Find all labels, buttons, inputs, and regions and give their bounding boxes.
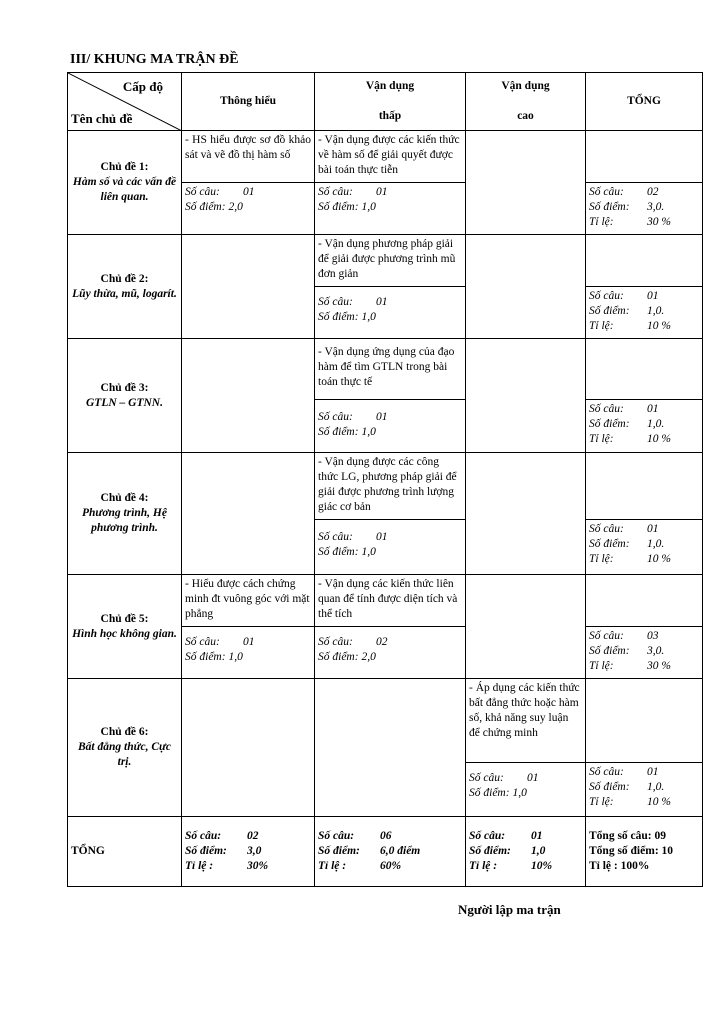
topic-2-understand-empty bbox=[182, 235, 315, 339]
topic-6-name: Chủ đề 6: Bất đẳng thức, Cực trị. bbox=[68, 679, 182, 817]
topic-3-total-stat: Số câu: 01 Số điểm: 1,0. Tỉ lệ: 10 % bbox=[586, 400, 703, 453]
topic-2-low-stat: Số câu: 01 Số điểm: 1,0 bbox=[315, 287, 466, 339]
topic-3-high-empty bbox=[466, 339, 586, 453]
topic-3-total-empty bbox=[586, 339, 703, 400]
topic-5-desc-row bbox=[68, 575, 703, 627]
section-heading: III/ KHUNG MA TRẬN ĐỀ bbox=[70, 52, 239, 67]
topic-3-low-desc: - Vận dụng ứng dụng của đạo hàm để tìm GTLN trong bài toán thực tế bbox=[315, 339, 466, 400]
totals-row bbox=[68, 817, 703, 887]
topic-5-high-empty bbox=[466, 575, 586, 679]
topic-1-high-empty bbox=[466, 131, 586, 235]
header-row bbox=[68, 73, 703, 131]
topic-6-total-stat: Số câu: 01 Số điểm: 1,0. Tỉ lệ: 10 % bbox=[586, 763, 703, 817]
header-total: TỔNG bbox=[586, 73, 703, 131]
topic-3-understand-empty bbox=[182, 339, 315, 453]
topic-6-high-desc: - Áp dụng các kiến thức bất đẳng thức hoặc hàm số, khả năng suy luận để chứng minh bbox=[466, 679, 586, 763]
topic-1-low-desc: - Vận dụng được các kiến thức về hàm số để giải quyết được bài toán thực tiễn bbox=[315, 131, 466, 183]
topic-4-high-empty bbox=[466, 453, 586, 575]
topic-6-desc-row bbox=[68, 679, 703, 763]
topic-5-total-empty bbox=[586, 575, 703, 627]
header-level: Cấp độ bbox=[122, 79, 163, 94]
matrix-table bbox=[67, 72, 703, 887]
totals-grand: Tổng số câu: 09 Tổng số điểm: 10 Tỉ lệ : 100% bbox=[586, 817, 703, 887]
topic-2-name: Chủ đề 2: Lũy thừa, mũ, logarít. bbox=[68, 235, 182, 339]
topic-4-low-desc: - Vận dụng được các công thức LG, phương pháp giải để giải được phương trình lượng giác cơ bản bbox=[315, 453, 466, 520]
totals-understand: Số câu: 02 Số điểm: 3,0 Tỉ lệ : 30% bbox=[182, 817, 315, 887]
signer-label: Người lập ma trận bbox=[458, 902, 561, 917]
topic-4-total-empty bbox=[586, 453, 703, 520]
topic-3-low-stat: Số câu: 01 Số điểm: 1,0 bbox=[315, 400, 466, 453]
topic-1-desc-row bbox=[68, 131, 703, 183]
topic-5-low-stat: Số câu: 02 Số điểm: 2,0 bbox=[315, 627, 466, 679]
topic-1-total-empty bbox=[586, 131, 703, 183]
topic-4-desc-row bbox=[68, 453, 703, 520]
topic-6-high-stat: Số câu: 01 Số điểm: 1,0 bbox=[466, 763, 586, 817]
topic-1-understand-stat: Số câu: 01 Số điểm: 2,0 bbox=[182, 183, 315, 235]
header-understanding: Thông hiểu bbox=[182, 73, 315, 131]
topic-2-total-empty bbox=[586, 235, 703, 287]
totals-label: TỔNG bbox=[68, 817, 182, 887]
topic-5-low-desc: - Vận dụng các kiến thức liên quan để tính được diện tích và thể tích bbox=[315, 575, 466, 627]
topic-2-low-desc: - Vận dụng phương pháp giải để giải được phương trình mũ đơn giản bbox=[315, 235, 466, 287]
topic-6-total-empty bbox=[586, 679, 703, 763]
topic-1-low-stat: Số câu: 01 Số điểm: 1,0 bbox=[315, 183, 466, 235]
header-high-apply: Vận dụng cao bbox=[466, 73, 586, 131]
topic-4-understand-empty bbox=[182, 453, 315, 575]
totals-high: Số câu: 01 Số điểm: 1,0 Tỉ lệ : 10% bbox=[466, 817, 586, 887]
topic-2-total-stat: Số câu: 01 Số điểm: 1,0. Tỉ lệ: 10 % bbox=[586, 287, 703, 339]
header-topic-name: Tên chủ đề bbox=[71, 111, 133, 126]
topic-4-low-stat: Số câu: 01 Số điểm: 1,0 bbox=[315, 520, 466, 575]
totals-low: Số câu: 06 Số điểm: 6,0 điểm Tỉ lệ : 60% bbox=[315, 817, 466, 887]
header-low-apply: Vận dụng thấp bbox=[315, 73, 466, 131]
topic-5-total-stat: Số câu: 03 Số điểm: 3,0. Tỉ lệ: 30 % bbox=[586, 627, 703, 679]
topic-3-desc-row bbox=[68, 339, 703, 400]
topic-6-low-empty bbox=[315, 679, 466, 817]
topic-4-total-stat: Số câu: 01 Số điểm: 1,0. Tỉ lệ: 10 % bbox=[586, 520, 703, 575]
topic-1-understand-desc: - HS hiểu được sơ đồ khảo sát và vẽ đồ thị hàm số bbox=[182, 131, 315, 183]
topic-2-desc-row bbox=[68, 235, 703, 287]
topic-5-understand-desc: - Hiểu được cách chứng minh đt vuông góc với mặt phẳng bbox=[182, 575, 315, 627]
topic-1-name: Chủ đề 1: Hàm số và các vấn đề liên quan. bbox=[68, 131, 182, 235]
topic-5-understand-stat: Số câu: 01 Số điểm: 1,0 bbox=[182, 627, 315, 679]
header-diagonal-cell bbox=[68, 73, 182, 131]
topic-6-understand-empty bbox=[182, 679, 315, 817]
topic-2-high-empty bbox=[466, 235, 586, 339]
topic-3-name: Chủ đề 3: GTLN – GTNN. bbox=[68, 339, 182, 453]
topic-4-name: Chủ đề 4: Phương trình, Hệ phương trình. bbox=[68, 453, 182, 575]
topic-1-total-stat: Số câu: 02 Số điểm: 3,0. Tỉ lệ: 30 % bbox=[586, 183, 703, 235]
topic-5-name: Chủ đề 5: Hình học không gian. bbox=[68, 575, 182, 679]
